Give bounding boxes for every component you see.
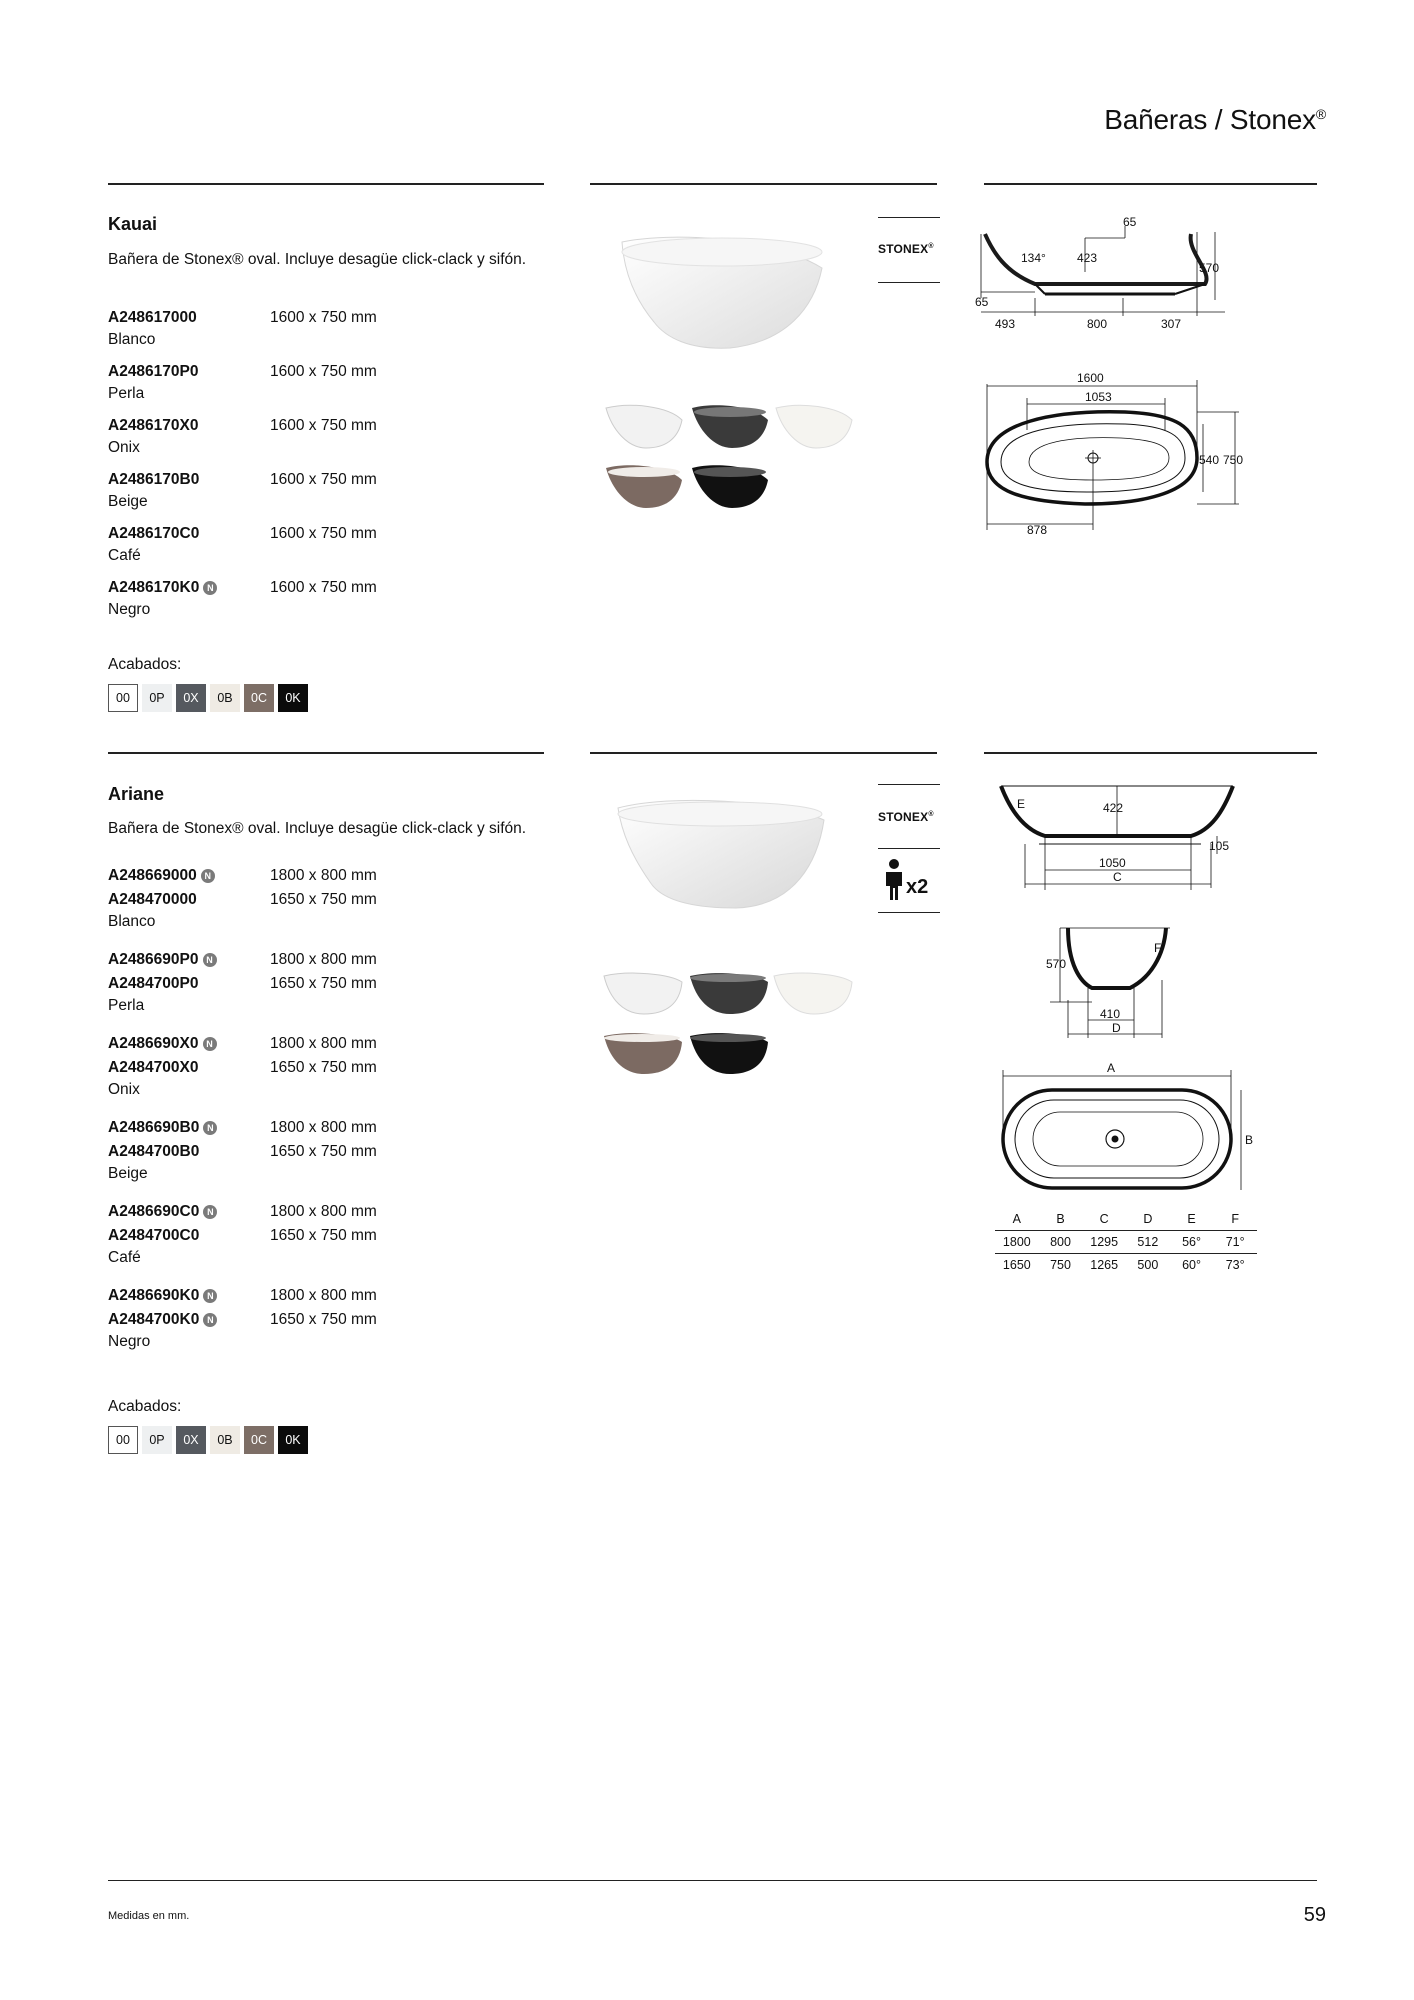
finishes-label: Acabados: bbox=[108, 1398, 182, 1415]
dim-label: D bbox=[1112, 1021, 1121, 1035]
product-code-text: A248669000 bbox=[108, 867, 197, 884]
product-code bbox=[108, 363, 270, 381]
new-badge-icon: N bbox=[203, 1205, 217, 1219]
product-name: Ariane bbox=[108, 784, 165, 804]
product-code-text: A2484700K0 bbox=[108, 1311, 200, 1328]
person-icon bbox=[882, 858, 906, 902]
brand-rule bbox=[878, 217, 940, 218]
table-header-cell: C bbox=[1099, 1212, 1109, 1226]
color-thumbnails bbox=[600, 400, 860, 520]
product-code bbox=[108, 951, 270, 969]
product-code-text: A2486690X0 bbox=[108, 1035, 199, 1052]
variant-row bbox=[108, 888, 528, 912]
table-row bbox=[995, 1254, 1257, 1276]
product-description: Bañera de Stonex® oval. Incluye desagüe click-clack y sifón. bbox=[108, 820, 527, 837]
new-badge-icon: N bbox=[201, 869, 215, 883]
profile-drawing bbox=[995, 778, 1255, 903]
finish-swatch: 0X bbox=[176, 1426, 206, 1454]
product-code bbox=[108, 1035, 270, 1053]
product-code bbox=[108, 471, 270, 489]
thumb-white bbox=[604, 973, 682, 1014]
table-cell: 512 bbox=[1137, 1235, 1159, 1249]
thumb-onix bbox=[690, 973, 768, 1014]
product-size: 1800 x 800 mm bbox=[270, 1119, 377, 1136]
table-header-cell: D bbox=[1143, 1212, 1153, 1226]
variant-block bbox=[108, 1200, 528, 1268]
color-name: Onix bbox=[108, 439, 140, 456]
table-header-cell: B bbox=[1056, 1212, 1065, 1226]
product-code-text: A2486690C0 bbox=[108, 1203, 200, 1220]
variant-row bbox=[108, 1200, 528, 1224]
finish-swatches bbox=[108, 684, 308, 712]
product-code-text: A2484700B0 bbox=[108, 1143, 200, 1160]
product-size: 1650 x 750 mm bbox=[270, 891, 377, 908]
finish-swatch: 0P bbox=[142, 684, 172, 712]
product-size: 1600 x 750 mm bbox=[270, 525, 377, 542]
profile-drawing bbox=[975, 212, 1235, 342]
product-code bbox=[108, 1119, 270, 1137]
variant-row bbox=[108, 414, 528, 438]
footer-note: Medidas en mm. bbox=[108, 1910, 190, 1922]
color-name: Café bbox=[108, 1249, 141, 1266]
brand-label: STONEX® bbox=[878, 810, 934, 824]
dim-label: 307 bbox=[1161, 317, 1182, 331]
product-code-text: A2484700X0 bbox=[108, 1059, 199, 1076]
product-code-text: A2486170B0 bbox=[108, 471, 200, 488]
capacity-indicator bbox=[878, 856, 940, 906]
variant-row bbox=[108, 468, 528, 492]
variant-row bbox=[108, 306, 528, 330]
section-rule bbox=[590, 183, 937, 185]
bathtub-photo bbox=[610, 222, 830, 362]
thumb-onix bbox=[692, 405, 768, 448]
table-cell: 800 bbox=[1050, 1235, 1071, 1249]
table-cell: 1800 bbox=[1002, 1235, 1031, 1249]
variant-row bbox=[108, 864, 528, 888]
variant-block bbox=[108, 360, 528, 404]
product-size: 1650 x 750 mm bbox=[270, 1311, 377, 1328]
product-size: 1800 x 800 mm bbox=[270, 1035, 377, 1052]
variant-row bbox=[108, 576, 528, 600]
table-cell: 500 bbox=[1137, 1258, 1159, 1272]
product-code bbox=[108, 1203, 270, 1221]
product-code bbox=[108, 867, 270, 885]
table-cell: 60° bbox=[1182, 1258, 1201, 1272]
dim-label: 422 bbox=[1103, 801, 1124, 815]
product-size: 1600 x 750 mm bbox=[270, 471, 377, 488]
section-rule bbox=[108, 752, 544, 754]
product-code-text: A2486170P0 bbox=[108, 363, 199, 380]
color-name: Perla bbox=[108, 385, 145, 402]
finish-swatch: 0C bbox=[244, 684, 274, 712]
dimension-table bbox=[995, 1208, 1257, 1276]
product-size: 1600 x 750 mm bbox=[270, 363, 377, 380]
bathtub-photo bbox=[610, 790, 830, 920]
product-code-text: A2484700C0 bbox=[108, 1227, 200, 1244]
plan-drawing bbox=[975, 370, 1245, 545]
table-header-cell: A bbox=[1012, 1212, 1021, 1226]
variant-block bbox=[108, 576, 528, 620]
product-size: 1650 x 750 mm bbox=[270, 975, 377, 992]
dim-label: 878 bbox=[1027, 523, 1048, 537]
page-title: Bañeras / Stonex® bbox=[1104, 104, 1326, 135]
section-rule bbox=[108, 183, 544, 185]
page-number: 59 bbox=[1303, 1904, 1326, 1926]
dim-label: 1050 bbox=[1099, 856, 1126, 870]
variant-row bbox=[108, 1116, 528, 1140]
table-cell: 1650 bbox=[1002, 1258, 1031, 1272]
color-name: Perla bbox=[108, 997, 145, 1014]
section-rule bbox=[590, 752, 937, 754]
variant-row bbox=[108, 948, 528, 972]
variant-block bbox=[108, 1116, 528, 1184]
product-size: 1800 x 800 mm bbox=[270, 1203, 377, 1220]
product-code bbox=[108, 1227, 270, 1245]
dim-label: C bbox=[1113, 870, 1122, 884]
thumb-perla bbox=[776, 405, 852, 448]
product-code-text: A248470000 bbox=[108, 891, 197, 908]
product-code bbox=[108, 1287, 270, 1305]
variant-row bbox=[108, 1056, 528, 1080]
variant-row bbox=[108, 1140, 528, 1164]
variant-row bbox=[108, 1308, 528, 1332]
thumb-negro bbox=[692, 465, 768, 508]
section-rule bbox=[984, 183, 1317, 185]
dim-label: 493 bbox=[995, 317, 1016, 331]
product-code bbox=[108, 417, 270, 435]
table-cell: 1295 bbox=[1090, 1235, 1119, 1249]
product-code-text: A2484700P0 bbox=[108, 975, 199, 992]
dim-label: 750 bbox=[1223, 453, 1244, 467]
product-size: 1800 x 800 mm bbox=[270, 867, 377, 884]
footer-rule bbox=[108, 1880, 1317, 1881]
product-code bbox=[108, 975, 270, 993]
variant-row bbox=[108, 1284, 528, 1308]
color-name: Café bbox=[108, 547, 141, 564]
color-name: Negro bbox=[108, 1333, 151, 1350]
table-row bbox=[995, 1231, 1257, 1254]
finish-swatch: 0B bbox=[210, 1426, 240, 1454]
product-code bbox=[108, 309, 270, 327]
product-code-text: A248617000 bbox=[108, 309, 197, 326]
product-size: 1800 x 800 mm bbox=[270, 951, 377, 968]
new-badge-icon: N bbox=[203, 1121, 217, 1135]
color-name: Blanco bbox=[108, 913, 156, 930]
product-description: Bañera de Stonex® oval. Incluye desagüe click-clack y sifón. bbox=[108, 251, 527, 268]
finish-swatch: 0C bbox=[244, 1426, 274, 1454]
table-header-row bbox=[995, 1208, 1257, 1231]
dim-label: 1053 bbox=[1085, 390, 1112, 404]
brand-rule bbox=[878, 282, 940, 283]
variant-block bbox=[108, 306, 528, 350]
product-code-text: A2486170C0 bbox=[108, 525, 200, 542]
finish-swatch: 00 bbox=[108, 684, 138, 712]
color-name: Onix bbox=[108, 1081, 140, 1098]
variant-row bbox=[108, 1032, 528, 1056]
dim-label: 410 bbox=[1100, 1007, 1121, 1021]
thumb-cafe bbox=[604, 1033, 682, 1074]
product-size: 1650 x 750 mm bbox=[270, 1059, 377, 1076]
thumb-cafe bbox=[606, 465, 682, 508]
variant-row bbox=[108, 522, 528, 546]
dim-label: 1600 bbox=[1077, 371, 1104, 385]
finish-swatch: 0K bbox=[278, 1426, 308, 1454]
dim-label: 65 bbox=[1123, 215, 1137, 229]
thumb-negro bbox=[690, 1033, 768, 1074]
dim-label: E bbox=[1017, 797, 1026, 811]
product-code bbox=[108, 525, 270, 543]
product-size: 1600 x 750 mm bbox=[270, 309, 377, 326]
variant-block bbox=[108, 1032, 528, 1100]
dim-label: 134° bbox=[1021, 251, 1046, 265]
variant-row bbox=[108, 360, 528, 384]
dim-label: 540 bbox=[1199, 453, 1220, 467]
color-name: Blanco bbox=[108, 331, 156, 348]
new-badge-icon: N bbox=[203, 1313, 217, 1327]
product-name: Kauai bbox=[108, 214, 158, 234]
new-badge-icon: N bbox=[203, 581, 217, 595]
product-code-text: A2486690P0 bbox=[108, 951, 199, 968]
finish-swatches bbox=[108, 1426, 308, 1454]
new-badge-icon: N bbox=[203, 1289, 217, 1303]
color-name: Beige bbox=[108, 493, 148, 510]
product-size: 1800 x 800 mm bbox=[270, 1287, 377, 1304]
variant-block bbox=[108, 948, 528, 1016]
product-code-text: A2486690B0 bbox=[108, 1119, 200, 1136]
product-code-text: A2486690K0 bbox=[108, 1287, 200, 1304]
brand-rule bbox=[878, 912, 940, 913]
brand-rule bbox=[878, 784, 940, 785]
finishes-label: Acabados: bbox=[108, 656, 182, 673]
variant-block bbox=[108, 522, 528, 566]
product-code-text: A2486170X0 bbox=[108, 417, 199, 434]
finish-swatch: 0K bbox=[278, 684, 308, 712]
variant-block bbox=[108, 864, 528, 932]
table-cell: 56° bbox=[1182, 1235, 1201, 1249]
finish-swatch: 0B bbox=[210, 684, 240, 712]
variant-block bbox=[108, 1284, 528, 1352]
table-cell: 750 bbox=[1050, 1258, 1071, 1272]
dim-label: 105 bbox=[1209, 839, 1230, 853]
finish-swatch: 00 bbox=[108, 1426, 138, 1454]
dim-label: A bbox=[1107, 1061, 1116, 1075]
plan-drawing bbox=[995, 1060, 1275, 1190]
table-header-cell: E bbox=[1187, 1212, 1196, 1226]
brand-label: STONEX® bbox=[878, 242, 934, 256]
variant-block bbox=[108, 414, 528, 458]
product-code bbox=[108, 1059, 270, 1077]
dim-label: 570 bbox=[1046, 957, 1067, 971]
table-cell: 71° bbox=[1225, 1235, 1245, 1249]
new-badge-icon: N bbox=[203, 953, 217, 967]
dim-label: F bbox=[1154, 941, 1162, 955]
dim-label: 423 bbox=[1077, 251, 1098, 265]
color-name: Beige bbox=[108, 1165, 148, 1182]
thumb-white bbox=[606, 405, 682, 448]
product-size: 1600 x 750 mm bbox=[270, 579, 377, 596]
product-size: 1650 x 750 mm bbox=[270, 1143, 377, 1160]
capacity-label: x2 bbox=[906, 876, 929, 898]
dim-label: 800 bbox=[1087, 317, 1108, 331]
table-header-cell: F bbox=[1231, 1212, 1240, 1226]
section-rule bbox=[984, 752, 1317, 754]
new-badge-icon: N bbox=[203, 1037, 217, 1051]
product-code bbox=[108, 1311, 270, 1329]
color-name: Negro bbox=[108, 601, 151, 618]
dim-label: 65 bbox=[975, 295, 989, 309]
dim-label: 570 bbox=[1199, 261, 1220, 275]
variant-row bbox=[108, 1224, 528, 1248]
variant-block bbox=[108, 468, 528, 512]
side-drawing bbox=[1030, 920, 1190, 1045]
product-code bbox=[108, 891, 270, 909]
table-cell: 73° bbox=[1225, 1258, 1245, 1272]
brand-rule bbox=[878, 848, 940, 849]
product-size: 1600 x 750 mm bbox=[270, 417, 377, 434]
thumb-perla bbox=[774, 973, 852, 1014]
product-size: 1650 x 750 mm bbox=[270, 1227, 377, 1244]
product-code bbox=[108, 1143, 270, 1161]
dim-label: B bbox=[1245, 1133, 1254, 1147]
variant-row bbox=[108, 972, 528, 996]
finish-swatch: 0X bbox=[176, 684, 206, 712]
table-cell: 1265 bbox=[1090, 1258, 1119, 1272]
finish-swatch: 0P bbox=[142, 1426, 172, 1454]
product-code bbox=[108, 579, 270, 597]
color-thumbnails bbox=[600, 970, 860, 1090]
product-code-text: A2486170K0 bbox=[108, 579, 200, 596]
